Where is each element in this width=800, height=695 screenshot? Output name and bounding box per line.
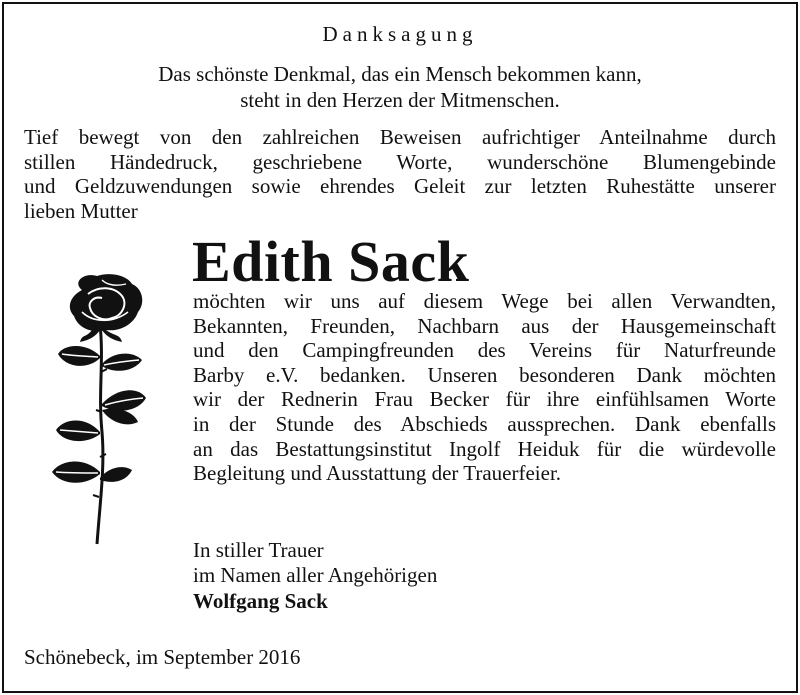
thanks-line: Bekannten, Freunden, Nachbarn aus der Hausgemeinschaft — [193, 313, 776, 338]
thanks-line: Barby e.V. bedanken. Unseren besonderen Dank möchten — [193, 362, 776, 387]
signature-name: Wolfgang Sack — [193, 589, 328, 613]
thanks-paragraph — [193, 289, 776, 486]
intro-line: lieben Mutter — [24, 198, 138, 223]
intro-line: und Geldzuwendungen sowie ehrendes Geleit zur letzten Ruhestätte unserer — [24, 174, 776, 198]
motto-line-1: Das schönste Denkmal, das ein Mensch bekommen kann, — [158, 62, 642, 86]
thanks-line: an das Bestattungsinstitut Ingolf Heiduk für die würdevolle — [193, 436, 776, 461]
notice-title: Danksagung — [322, 22, 478, 46]
thanks-line: möchten wir uns auf diesem Wege bei allen Verwandten, — [193, 289, 776, 313]
deceased-name: Edith Sack — [192, 229, 470, 294]
thanks-line: und den Campingfreunden des Vereins für Naturfreunde — [193, 338, 776, 363]
thanks-line: Begleitung und Ausstattung der Trauerfeier. — [193, 461, 562, 486]
signature-relatives: im Namen aller Angehörigen — [193, 563, 438, 587]
place-date: Schönebeck, im September 2016 — [24, 645, 301, 669]
intro-line: Tief bewegt von den zahlreichen Beweisen aufrichtiger Anteilnahme durch — [24, 125, 776, 149]
thanks-line: in der Stunde des Abschieds aussprechen. Dank ebenfalls — [193, 411, 776, 436]
motto-line-2: steht in den Herzen der Mitmenschen. — [240, 88, 560, 112]
thanks-line: wir der Rednerin Frau Becker für ihre einfühlsamen Worte — [193, 387, 776, 412]
signature-mourning: In stiller Trauer — [193, 538, 324, 562]
rose-icon — [42, 272, 152, 552]
intro-paragraph — [24, 125, 776, 223]
intro-line: stillen Händedruck, geschriebene Worte, wunderschöne Blumengebinde — [24, 149, 776, 174]
